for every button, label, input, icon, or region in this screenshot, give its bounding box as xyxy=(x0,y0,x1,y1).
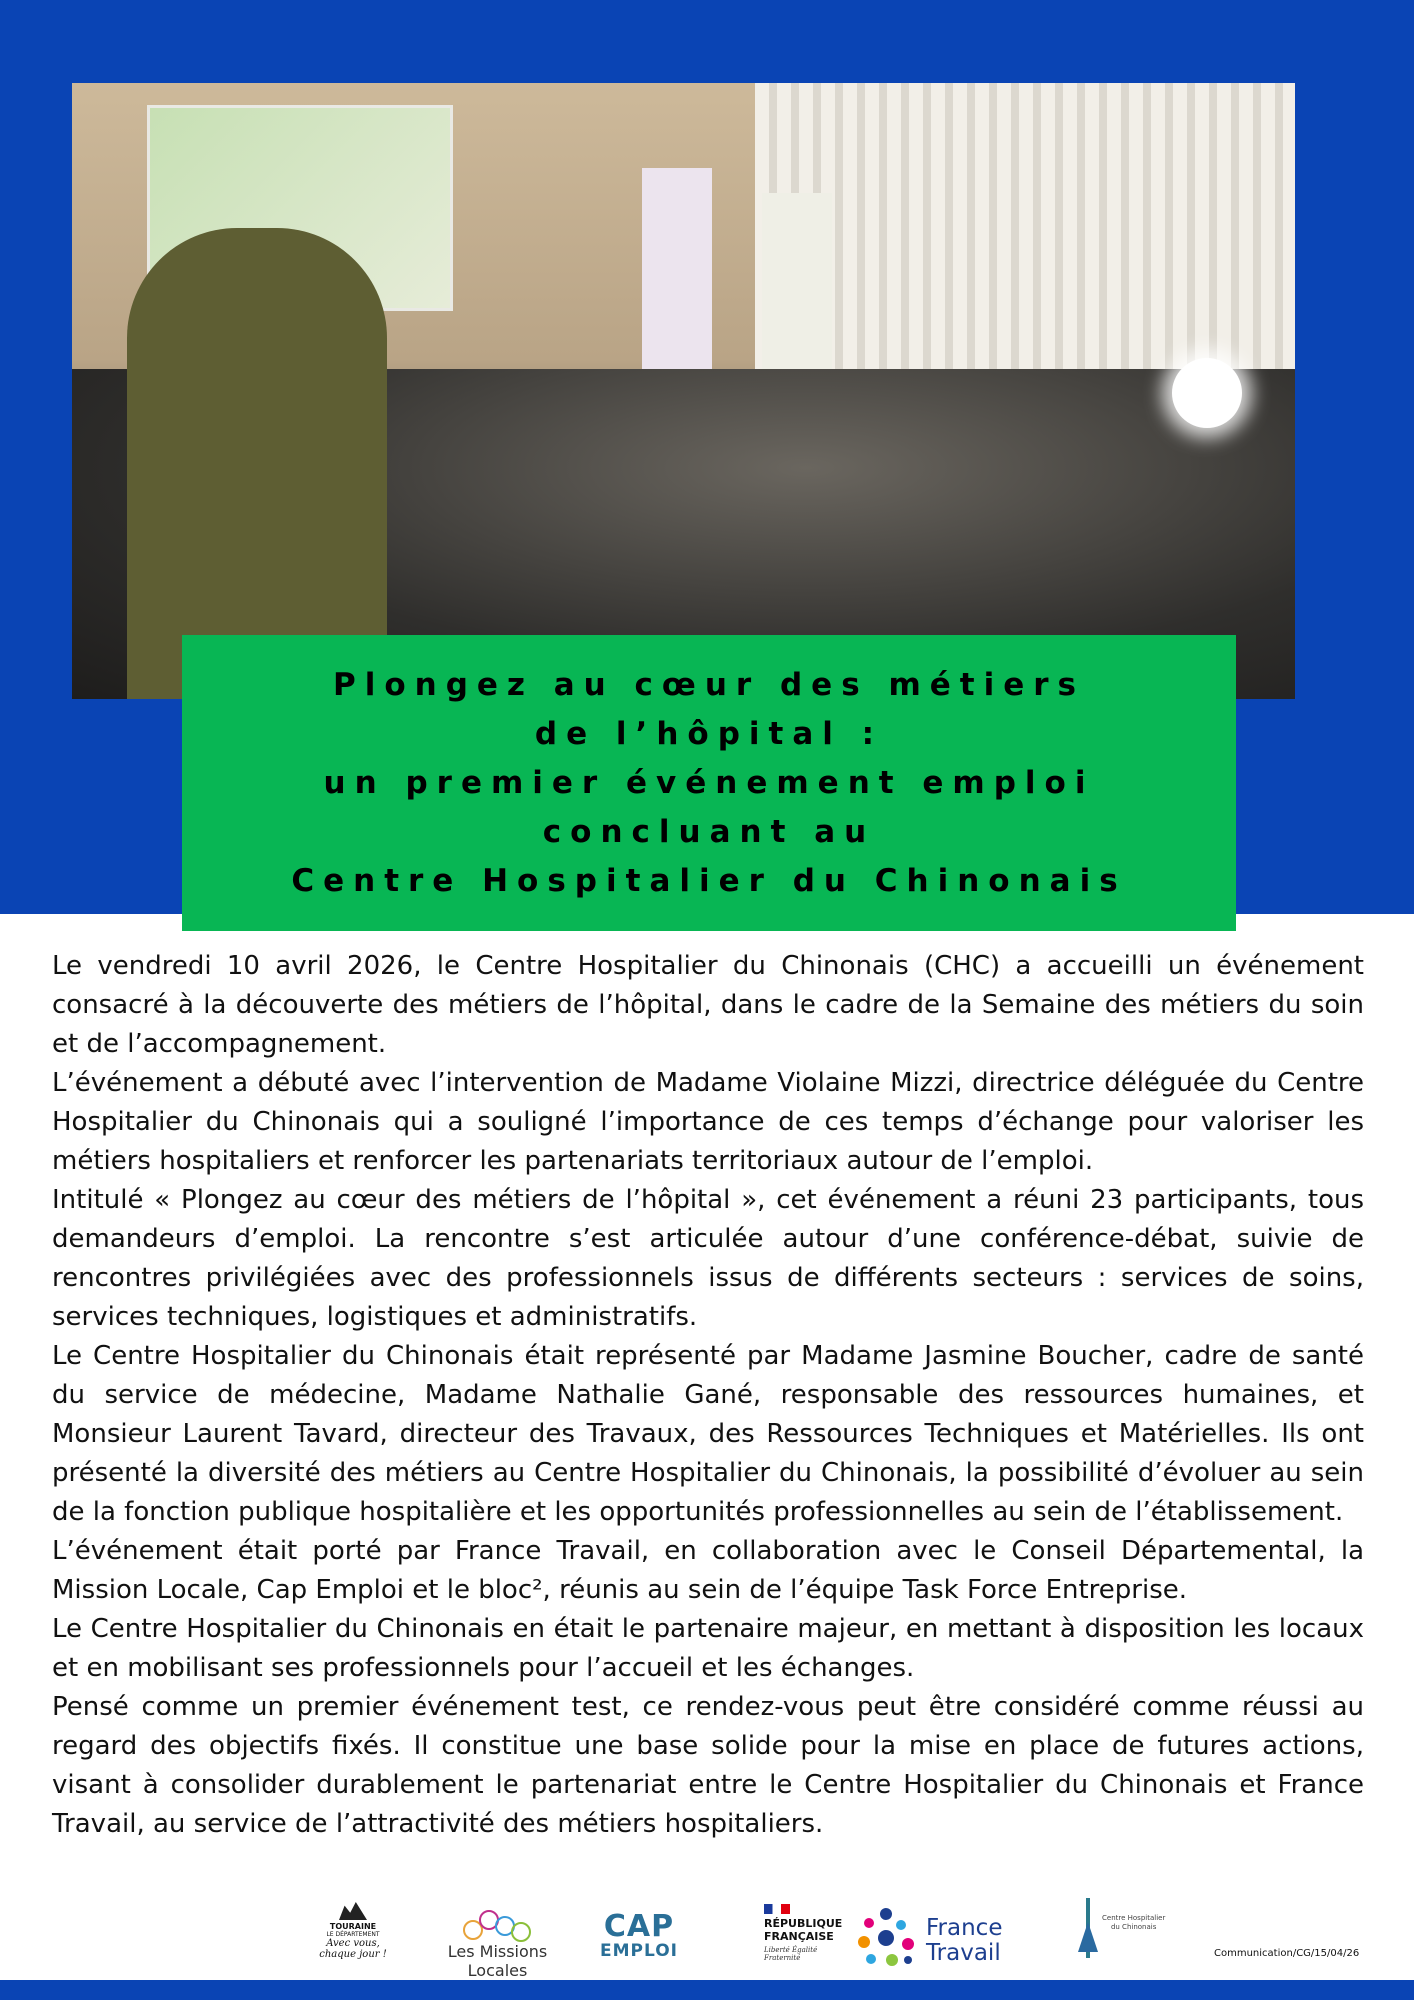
headline-box xyxy=(182,635,1236,931)
touraine-name: TOURAINE xyxy=(329,1922,377,1931)
france-travail-line: Travail xyxy=(926,1940,1001,1966)
document-reference: Communication/CG/15/04/26 xyxy=(1214,1948,1360,1959)
marianne-flag-icon xyxy=(764,1904,790,1914)
cap-emploi-emploi: EMPLOI xyxy=(600,1941,678,1961)
people-circles-icon xyxy=(425,1906,570,1942)
touraine-logo xyxy=(313,1902,393,1960)
chc-name xyxy=(1102,1914,1165,1932)
dots-cluster-icon xyxy=(858,1906,918,1970)
missions-locales-label: Les Missions Locales xyxy=(447,1942,548,1980)
headline-line: Centre Hospitalier du Chinonais xyxy=(291,862,1127,899)
chc-line: du Chinonais xyxy=(1110,1923,1157,1931)
article-paragraph: Le Centre Hospitalier du Chinonais était représenté par Madame Jasmine Boucher, cadre de santé du service de médecine, Madame Nathalie Gané, responsable des ressources humaines, et Monsieur Laurent Tavard, directeur des Travaux, des Ressources Techniques et Matérielles. Ils ont présenté la diversité des métiers au Centre Hospitalier du Chinonais, la possibilité d’évoluer au sein de la fonction publique hospitalière et les opportunités professionnelles au sein de l’établissement. xyxy=(52,1341,1364,1527)
france-travail-name xyxy=(926,1916,1002,1966)
touraine-tagline: Avec vous, xyxy=(326,1938,380,1949)
republique-motto: Liberté Égalité Fraternité xyxy=(764,1946,818,1962)
headline-line: Plongez au cœur des métiers xyxy=(333,666,1085,703)
article-paragraph: L’événement a débuté avec l’intervention de Madame Violaine Mizzi, directrice déléguée du Centre Hospitalier du Chinonais qui a souligné l’importance de ces temps d’échange pour valoriser les métiers hospitaliers et renforcer les partenariats territoriaux autour de l’emploi. xyxy=(52,1068,1364,1176)
chateau-icon xyxy=(339,1902,367,1920)
chc-logo xyxy=(1066,1892,1176,1972)
cap-emploi-logo xyxy=(594,1909,684,1961)
republique-line: FRANÇAISE xyxy=(764,1930,834,1943)
missions-locales-logo xyxy=(425,1906,570,1980)
republique-line: RÉPUBLIQUE xyxy=(764,1917,843,1930)
france-travail-line: France xyxy=(926,1915,1003,1941)
article-paragraph: Intitulé « Plongez au cœur des métiers de l’hôpital », cet événement a réuni 23 participants, tous demandeurs d’emploi. La rencontre s’est articulée autour d’une conférence-débat, suivie de rencontres privilégiées avec des professionnels issus de différents secteurs : services de soins, services techniques, logistiques et administratifs. xyxy=(52,1185,1364,1332)
headline-line: un premier événement emploi xyxy=(323,764,1095,801)
event-photo xyxy=(72,83,1295,699)
touraine-subtitle: LE DÉPARTEMENT xyxy=(326,1931,380,1938)
republique-francaise-logo xyxy=(764,1904,849,1962)
footer-blue-band xyxy=(0,1980,1414,2000)
chc-line: Centre Hospitalier xyxy=(1102,1914,1166,1922)
touraine-tagline: chaque jour ! xyxy=(319,1949,387,1960)
article-paragraph: Le Centre Hospitalier du Chinonais en était le partenaire majeur, en mettant à disposition les locaux et en mobilisant ses professionnels pour l’accueil et les échanges. xyxy=(52,1614,1364,1683)
headline-line: concluant au xyxy=(542,813,876,850)
headline-line: de l’hôpital : xyxy=(534,715,884,752)
sail-icon xyxy=(1078,1922,1098,1952)
article-body xyxy=(52,947,1364,1844)
cap-emploi-cap: CAP xyxy=(603,1909,675,1944)
rollup-banner xyxy=(642,168,712,378)
article-paragraph: L’événement était porté par France Travail, en collaboration avec le Conseil Départemental, la Mission Locale, Cap Emploi et le bloc², réunis au sein de l’équipe Task Force Entreprise. xyxy=(52,1536,1364,1605)
article-paragraph: Pensé comme un premier événement test, ce rendez-vous peut être considéré comme réussi au regard des objectifs fixés. Il constitue une base solide pour la mise en place de futures actions, visant à consolider durablement le partenariat entre le Centre Hospitalier du Chinonais et France Travail, au service de l’attractivité des métiers hospitaliers. xyxy=(52,1692,1364,1839)
standing-attendee xyxy=(127,228,387,699)
article-paragraph: Le vendredi 10 avril 2026, le Centre Hospitalier du Chinonais (CHC) a accueilli un événement consacré à la découverte des métiers de l’hôpital, dans le cadre de la Semaine des métiers du soin et de l’accompagnement. xyxy=(52,951,1364,1059)
partner-logos xyxy=(0,1884,1414,1984)
blurred-face xyxy=(1172,358,1242,428)
france-travail-logo xyxy=(858,1906,1008,1970)
